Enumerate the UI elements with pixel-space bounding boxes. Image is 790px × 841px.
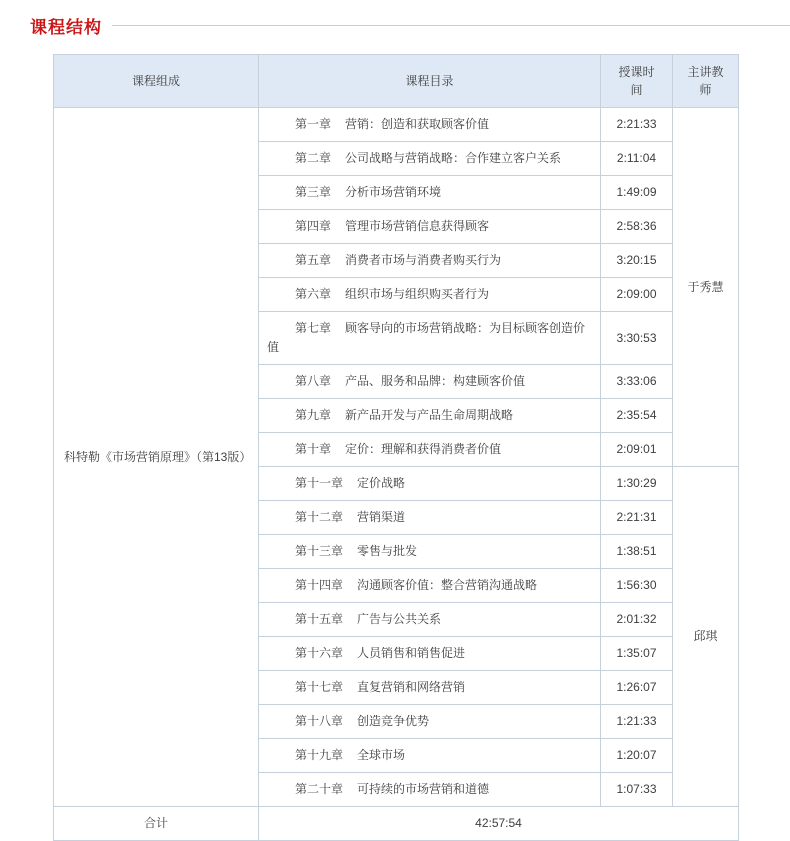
chapter-time: 3:20:15 [601,244,673,278]
chapter-time: 1:35:07 [601,637,673,671]
chapter-title: 人员销售和销售促进 [357,646,466,660]
chapter-title: 营销：创造和获取顾客价值 [345,117,490,131]
total-label: 合计 [54,807,259,841]
chapter-label: 第十四章 [295,578,344,592]
chapter-label: 第十八章 [295,714,344,728]
header-catalog: 课程目录 [259,55,601,108]
chapter-label: 第九章 [295,408,332,422]
chapter-title: 直复营销和网络营销 [357,680,466,694]
chapter-time: 1:07:33 [601,773,673,807]
chapter-title-cell [259,210,601,244]
chapter-title-cell [259,176,601,210]
chapter-title: 创造竞争优势 [357,714,430,728]
chapter-title: 分析市场营销环境 [345,185,442,199]
chapter-time: 1:26:07 [601,671,673,705]
chapter-label: 第十九章 [295,748,344,762]
chapter-title: 全球市场 [357,748,406,762]
total-row [54,807,739,841]
chapter-title: 产品、服务和品牌：构建顾客价值 [345,374,526,388]
chapter-time: 2:35:54 [601,399,673,433]
chapter-time: 3:30:53 [601,312,673,365]
chapter-title: 广告与公共关系 [357,612,442,626]
chapter-title: 沟通顾客价值：整合营销沟通战略 [357,578,538,592]
chapter-label: 第二章 [295,151,332,165]
teacher-cell: 邱琪 [673,467,739,807]
chapter-time: 2:01:32 [601,603,673,637]
table-row [54,108,739,142]
chapter-label: 第十五章 [295,612,344,626]
chapter-time: 2:09:01 [601,433,673,467]
chapter-time: 1:49:09 [601,176,673,210]
chapter-title-cell [259,312,601,365]
chapter-title-cell [259,603,601,637]
chapter-label: 第十二章 [295,510,344,524]
chapter-label: 第八章 [295,374,332,388]
section-header [0,0,790,38]
chapter-title-cell [259,535,601,569]
chapter-title-cell [259,773,601,807]
chapter-time: 1:30:29 [601,467,673,501]
chapter-label: 第十七章 [295,680,344,694]
chapter-time: 2:09:00 [601,278,673,312]
teacher-cell: 于秀慧 [673,108,739,467]
chapter-time: 1:56:30 [601,569,673,603]
chapter-label: 第六章 [295,287,332,301]
chapter-title-cell [259,705,601,739]
chapter-label: 第十章 [295,442,332,456]
chapter-label: 第三章 [295,185,332,199]
chapter-label: 第十三章 [295,544,344,558]
table-header-row [54,55,739,108]
chapter-title: 营销渠道 [357,510,406,524]
chapter-title: 管理市场营销信息获得顾客 [345,219,490,233]
chapter-time: 2:21:33 [601,108,673,142]
header-time: 授课时间 [601,55,673,108]
chapter-title: 定价：理解和获得消费者价值 [345,442,502,456]
chapter-title-cell [259,365,601,399]
chapter-label: 第十六章 [295,646,344,660]
page-title: 课程结构 [30,18,102,37]
chapter-title-cell [259,467,601,501]
chapter-title-cell [259,433,601,467]
course-structure-table [53,54,739,841]
chapter-title: 新产品开发与产品生命周期战略 [345,408,514,422]
chapter-time: 2:11:04 [601,142,673,176]
chapter-title-cell [259,671,601,705]
chapter-title-cell [259,244,601,278]
chapter-time: 3:33:06 [601,365,673,399]
chapter-label: 第十一章 [295,476,344,490]
chapter-title-cell [259,399,601,433]
chapter-time: 1:20:07 [601,739,673,773]
chapter-title-cell [259,739,601,773]
header-composition: 课程组成 [54,55,259,108]
chapter-title-cell [259,278,601,312]
chapter-title: 消费者市场与消费者购买行为 [345,253,502,267]
chapter-time: 2:21:31 [601,501,673,535]
chapter-title-cell [259,569,601,603]
chapter-title: 组织市场与组织购买者行为 [345,287,490,301]
course-composition-cell: 科特勒《市场营销原理》（第13版） [54,108,259,807]
chapter-title-cell [259,108,601,142]
chapter-title: 定价战略 [357,476,406,490]
chapter-title-cell [259,637,601,671]
chapter-label: 第二十章 [295,782,344,796]
chapter-time: 2:58:36 [601,210,673,244]
chapter-label: 第七章 [295,321,332,335]
chapter-title: 顾客导向的市场营销战略：为目标顾客创造价值 [267,321,586,354]
chapter-title: 零售与批发 [357,544,418,558]
chapter-title-cell [259,142,601,176]
chapter-title: 可持续的市场营销和道德 [357,782,490,796]
chapter-label: 第一章 [295,117,332,131]
chapter-label: 第五章 [295,253,332,267]
chapter-title-cell [259,501,601,535]
chapter-label: 第四章 [295,219,332,233]
chapter-time: 1:21:33 [601,705,673,739]
header-teacher: 主讲教师 [673,55,739,108]
title-divider [112,25,790,26]
chapter-title: 公司战略与营销战略：合作建立客户关系 [345,151,562,165]
chapter-time: 1:38:51 [601,535,673,569]
total-time: 42:57:54 [259,807,739,841]
